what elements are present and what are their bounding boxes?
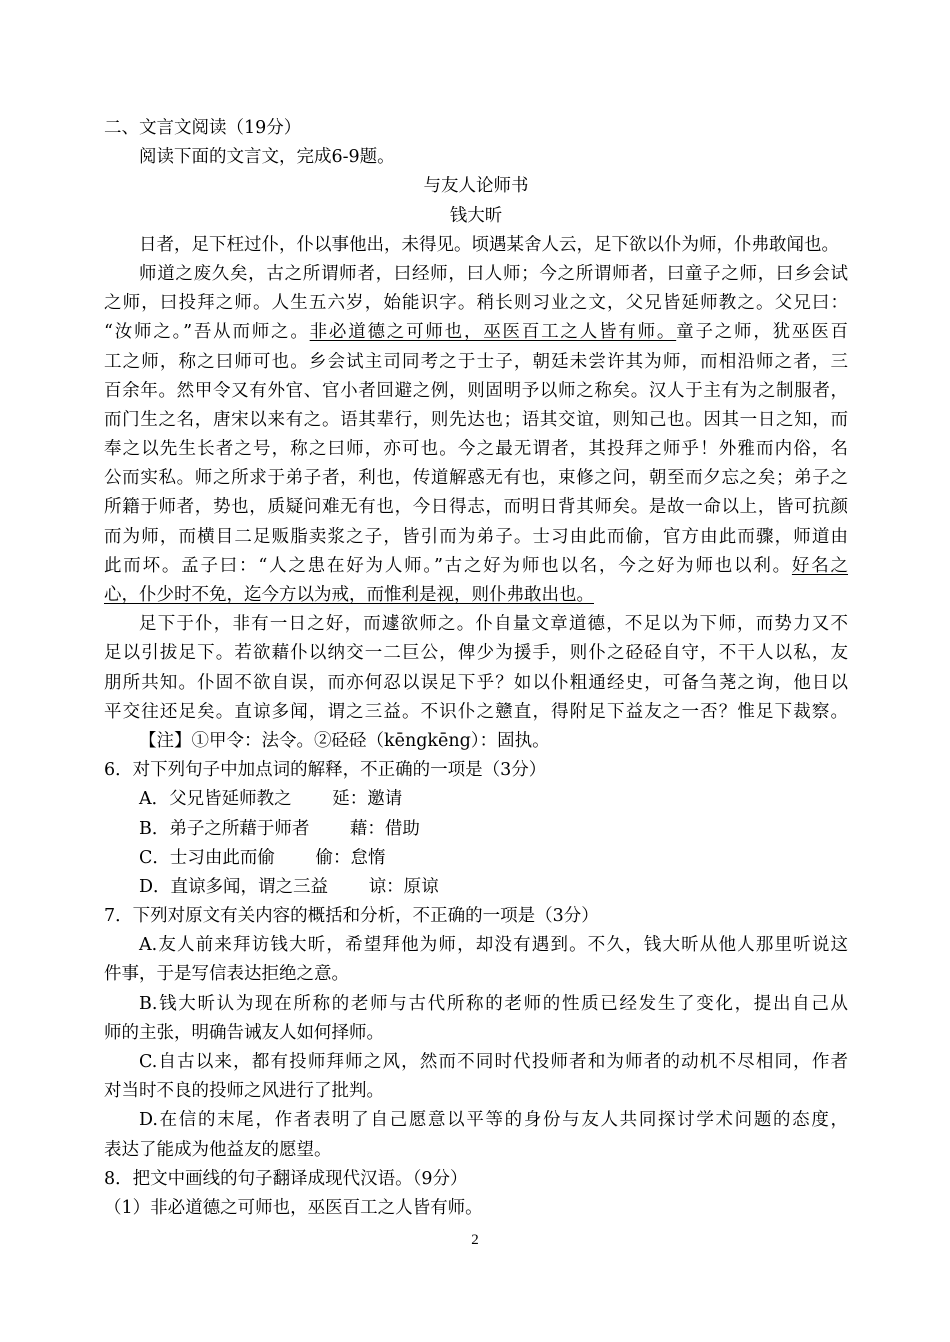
paragraph-2-line <box>104 581 848 610</box>
document-page <box>104 114 848 1223</box>
paragraph-2-line: 师道之废久矣，古之所谓师者，曰经师，曰人师；今之所谓师者，曰童子之师，曰乡会试 <box>139 263 848 284</box>
question-6-stem: 6．对下列句子中加点词的解释，不正确的一项是（3分） <box>104 760 547 781</box>
question-7-option-c-cont: 对当时不良的投师之风进行了批判。 <box>104 1081 384 1102</box>
paragraph-2-line: 百余年。然甲令又有外官、官小者回避之例，则固明予以师之称矣。汉人于主有为之制服者， <box>104 380 848 401</box>
text-segment: 此而坏。孟子曰：“人之患在好为人师。”古之好为师也以名，今之好为师也以利。 <box>104 555 792 576</box>
question-6-option-a: A．父兄皆延师教之 延：邀请 <box>139 789 403 810</box>
section-title: 二、文言文阅读（19分） <box>104 118 302 138</box>
text-segment: 童子之师，犹巫医百 <box>676 322 848 343</box>
paragraph-2-line: 而为师，而横目二足贩脂卖浆之子，皆引而为弟子。士习由此而偷，官方由此而骤，师道由 <box>104 526 848 547</box>
paragraph-3-line: 足以引拔足下。若欲藉仆以纳交一二巨公，俾少为援手，则仆之硁硁自守，不干人以私，友 <box>104 643 848 664</box>
paragraph-2-line: 工之师，称之曰师可也。乡会试主司同考之于士子，朝廷未尝许其为师，而相沿师之者，三 <box>104 351 848 372</box>
underlined-sentence-2-end: 心，仆少时不免，迄今方以为戒，而惟利是视，则仆弗敢出也。 <box>104 585 594 605</box>
paragraph-2-line: 所籍于师者，势也，质疑问难无有也，今日得志，而明日背其师矣。是故一命以上，皆可抗颜 <box>104 497 848 518</box>
question-7-option-c: C.自古以来，都有投师拜师之风，然而不同时代投师者和为师者的动机不尽相同，作者 <box>139 1052 848 1072</box>
question-7-option-b-cont: 师的主张，明确告诫友人如何择师。 <box>104 1022 384 1043</box>
paragraph-2-line: 公而实私。师之所求于弟子者，利也，传道解惑无有也，束修之问，朝至而夕忘之矣；弟子之 <box>104 468 848 489</box>
question-7-option-a-cont: 件事，于是写信表达拒绝之意。 <box>104 964 349 985</box>
question-7-stem: 7．下列对原文有关内容的概括和分析，不正确的一项是（3分） <box>104 906 599 927</box>
paragraph-2-line <box>104 552 848 581</box>
annotation-note: 【注】①甲令：法令。②硁硁（kēngkēng）：固执。 <box>139 730 550 751</box>
paragraph-3-line: 足下于仆，非有一日之好，而遽欲师之。仆自量文章道德，不足以为下师，而势力又不 <box>139 614 848 635</box>
question-7-option-d-cont: 表达了能成为他益友的愿望。 <box>104 1139 332 1160</box>
paragraph-2-line <box>104 318 848 347</box>
underlined-sentence-2-start: 好名之 <box>791 555 849 576</box>
instruction: 阅读下面的文言文，完成6-9题。 <box>139 147 395 168</box>
text-segment: “汝师之。”吾从而师之。 <box>104 322 310 343</box>
question-8-stem: 8．把文中画线的句子翻译成现代汉语。（9分） <box>104 1168 468 1189</box>
question-7-option-d: D.在信的末尾，作者表明了自己愿意以平等的身份与友人共同探讨学术问题的态度， <box>139 1110 848 1131</box>
paragraph-3-line: 平交往还足矣。直谅多闻，谓之三益。不识仆之戆直，得附足下益友之一否？惟足下裁察。 <box>104 701 848 722</box>
question-7-option-a: A.友人前来拜访钱大昕，希望拜他为师，却没有遇到。不久，钱大昕从他人那里听说这 <box>139 935 848 956</box>
question-6-option-d: D．直谅多闻，谓之三益 谅：原谅 <box>139 876 439 897</box>
paragraph-3-line: 朋所共知。仆固不欲自误，而亦何忍以误足下乎？如以仆粗通经史，可备刍荛之询，他日以 <box>104 672 848 693</box>
question-6-option-b: B．弟子之所藉于师者 藉：借助 <box>139 818 420 839</box>
article-author: 钱大昕 <box>449 205 503 226</box>
question-6-option-c: C．士习由此而偷 偷：怠惰 <box>139 847 386 868</box>
article-title: 与友人论师书 <box>423 176 529 197</box>
paragraph-2-line: 之师，曰投拜之师。人生五六岁，始能识字。稍长则习业之文，父兄皆延师教之。父兄曰： <box>104 293 848 314</box>
paragraph-2-line: 奉之以先生长者之号，称之曰师，亦可也。今之最无谓者，其投拜之师乎！外雅而内俗，名 <box>104 439 848 460</box>
underlined-sentence-1: 非必道德之可师也，巫医百工之人皆有师。 <box>309 322 677 343</box>
paragraph-1-line: 日者，足下枉过仆，仆以事他出，未得见。顷遇某舍人云，足下欲以仆为师，仆弗敢闻也。 <box>139 234 839 255</box>
question-8-sub-1: （1）非必道德之可师也，巫医百工之人皆有师。 <box>104 1197 483 1218</box>
page-number: 2 <box>471 1232 479 1248</box>
paragraph-2-line: 而门生之名，唐宋以来有之。语其辈行，则先达也；语其交谊，则知己也。因其一日之知，而 <box>104 409 848 430</box>
question-7-option-b: B.钱大昕认为现在所称的老师与古代所称的老师的性质已经发生了变化，提出自己从 <box>139 993 848 1014</box>
